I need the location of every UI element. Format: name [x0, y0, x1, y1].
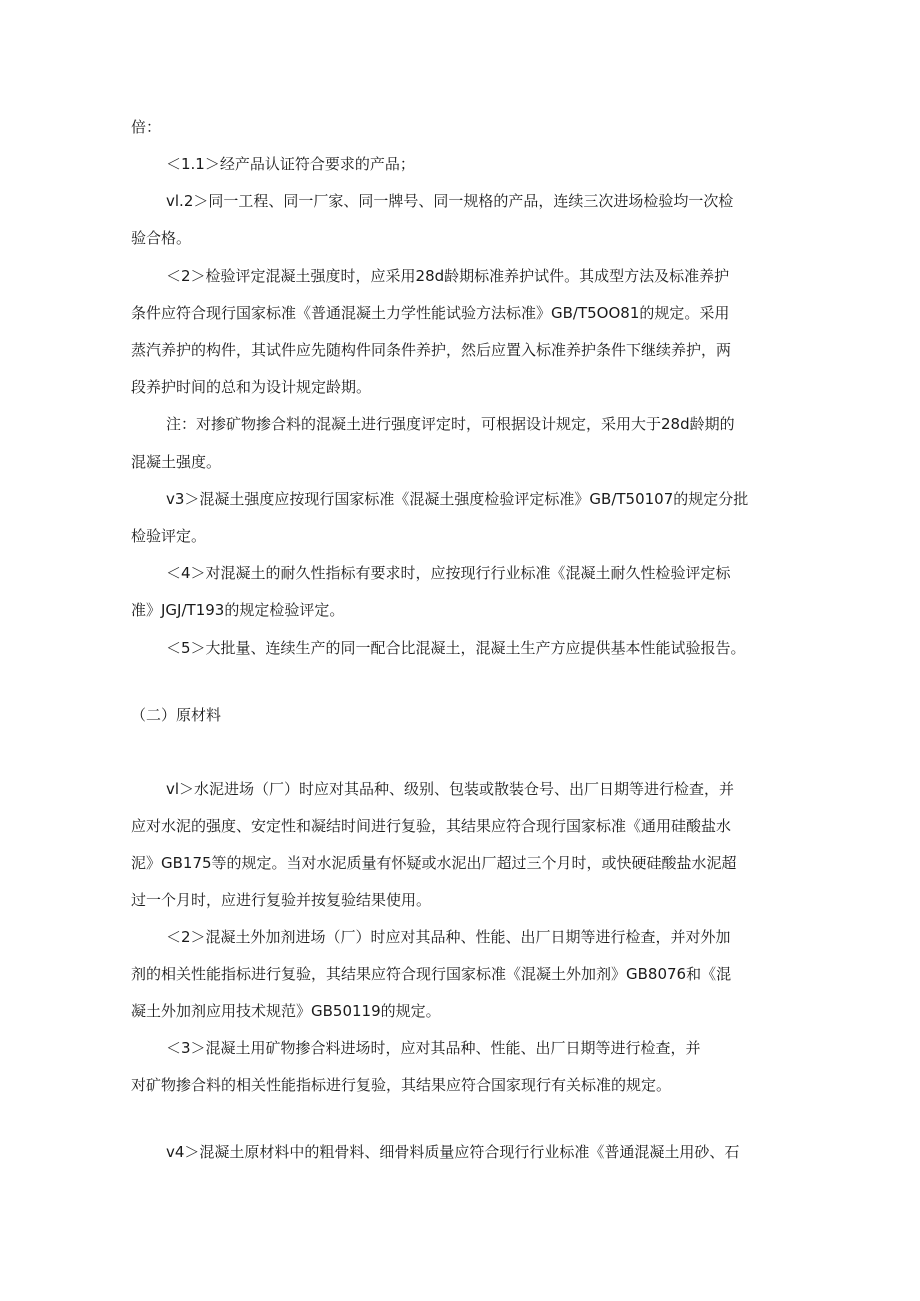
text-line: 验合格。 [131, 229, 192, 247]
text-line: 凝土外加剂应用技术规范》GB50119的规定。 [131, 1002, 441, 1020]
text-line: 检验评定。 [131, 527, 207, 545]
text-line: 倍： [131, 118, 162, 136]
section-heading: （二）原材料 [131, 706, 222, 724]
text-line: 泥》GB175等的规定。当对水泥质量有怀疑或水泥出厂超过三个月时，或快硬硅酸盐水泥超 [131, 854, 737, 872]
text-line: ＜5＞大批量、连续生产的同一配合比混凝土，混凝土生产方应提供基本性能试验报告。 [166, 639, 746, 657]
text-line: ＜1.1＞经产品认证符合要求的产品； [166, 155, 415, 173]
text-line: 混凝土强度。 [131, 453, 222, 471]
text-line: 剂的相关性能指标进行复验，其结果应符合现行国家标准《混凝土外加剂》GB8076和《混 [131, 965, 732, 983]
text-line: vl＞水泥进场（厂）时应对其品种、级别、包装或散装仓号、出厂日期等进行检查，并 [166, 780, 735, 798]
text-line: v3＞混凝土强度应按现行国家标准《混凝土强度检验评定标准》GB/T50107的规定分批 [166, 490, 749, 508]
text-line: ＜2＞检验评定混凝土强度时，应采用28d龄期标准养护试件。其成型方法及标准养护 [166, 267, 730, 285]
text-line: ＜4＞对混凝土的耐久性指标有要求时，应按现行行业标准《混凝土耐久性检验评定标 [166, 564, 731, 582]
text-line: 应对水泥的强度、安定性和凝结时间进行复验，其结果应符合现行国家标准《通用硅酸盐水 [131, 817, 732, 835]
text-line: ＜2＞混凝土外加剂进场（厂）时应对其品种、性能、出厂日期等进行检查，并对外加 [166, 928, 731, 946]
text-line: ＜3＞混凝土用矿物掺合料进场时，应对其品种、性能、出厂日期等进行检查，并 [166, 1039, 701, 1057]
text-line: v4＞混凝土原材料中的粗骨料、细骨料质量应符合现行行业标准《普通混凝土用砂、石 [166, 1143, 740, 1161]
text-line: 蒸汽养护的构件，其试件应先随构件同条件养护，然后应置入标准养护条件下继续养护，两 [131, 341, 732, 359]
text-line: vl.2＞同一工程、同一厂家、同一牌号、同一规格的产品，连续三次进场检验均一次检 [166, 192, 734, 210]
text-line: 段养护时间的总和为设计规定龄期。 [131, 378, 372, 396]
text-line: 注：对掺矿物掺合料的混凝土进行强度评定时，可根据设计规定，采用大于28d龄期的 [166, 415, 735, 433]
text-line: 过一个月时，应进行复验并按复验结果使用。 [131, 891, 432, 909]
text-line: 对矿物掺合料的相关性能指标进行复验，其结果应符合国家现行有关标准的规定。 [131, 1076, 672, 1094]
text-line: 条件应符合现行国家标准《普通混凝土力学性能试验方法标准》GB/T5OO81的规定。采用 [131, 304, 730, 322]
text-line: 准》JGJ/T193的规定检验评定。 [131, 601, 345, 619]
